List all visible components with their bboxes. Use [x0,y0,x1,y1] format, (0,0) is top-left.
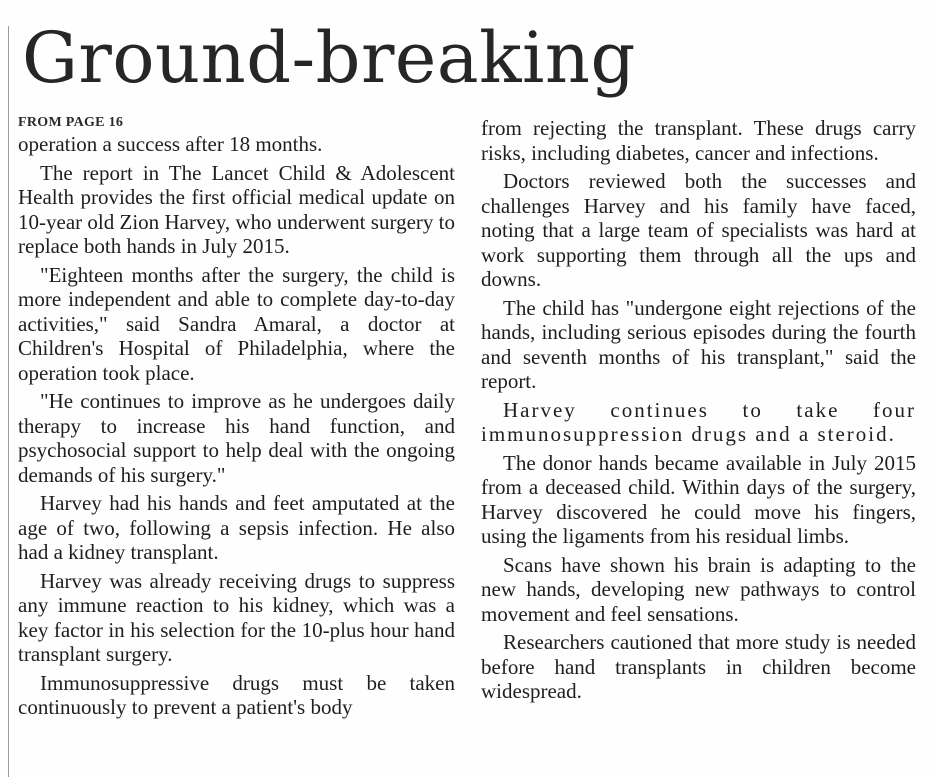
left-column [18,113,455,724]
paragraph: The report in The Lancet Child & Adolescent Health provides the first official medical update on 10-year old Zion Harvey, who underwent surgery to replace both hands in July 2015. [18,160,455,258]
paragraph: Harvey continues to take four immunosuppression drugs and a steroid. [481,397,916,446]
right-column [481,116,916,708]
paragraph: Doctors reviewed both the successes and challenges Harvey and his family have faced, noting that a large team of specialists was hard at work supporting them through all the ups and downs. [481,169,916,291]
paragraph: Researchers cautioned that more study is needed before hand transplants in children become widespread. [481,630,916,703]
paragraph: from rejecting the transplant. These drugs carry risks, including diabetes, cancer and infections. [481,116,916,165]
column-rule [8,26,9,777]
paragraph: Harvey had his hands and feet amputated at the age of two, following a sepsis infection. He also had a kidney transplant. [18,491,455,564]
paragraph: Harvey was already receiving drugs to suppress any immune reaction to his kidney, which was a key factor in his selection for the 10-plus hour hand transplant surgery. [18,568,455,666]
paragraph: The donor hands became available in July 2015 from a deceased child. Within days of the surgery, Harvey discovered he could move his fingers, using the ligaments from his residual limbs. [481,450,916,548]
paragraph: "Eighteen months after the surgery, the child is more independent and able to complete day-to-day activities," said Sandra Amaral, a doctor at Children's Hospital of Philadelphia, where the operation took place. [18,262,455,385]
paragraph: The child has "undergone eight rejections of the hands, including serious episodes during the fourth and seventh months of his transplant," said the report. [481,295,916,393]
paragraph: operation a success after 18 months. [18,132,323,156]
paragraph: Scans have shown his brain is adapting to the new hands, developing new pathways to control movement and feel sensations. [481,552,916,626]
headline: Ground-breaking [22,17,636,99]
jump-line: FROM PAGE 16 [18,115,124,130]
paragraph: Immunosuppressive drugs must be taken continuously to prevent a patient's body [18,670,455,719]
paragraph: "He continues to improve as he undergoes daily therapy to increase his hand function, and psychosocial support to help deal with the ongoing demands of his surgery." [18,389,455,487]
